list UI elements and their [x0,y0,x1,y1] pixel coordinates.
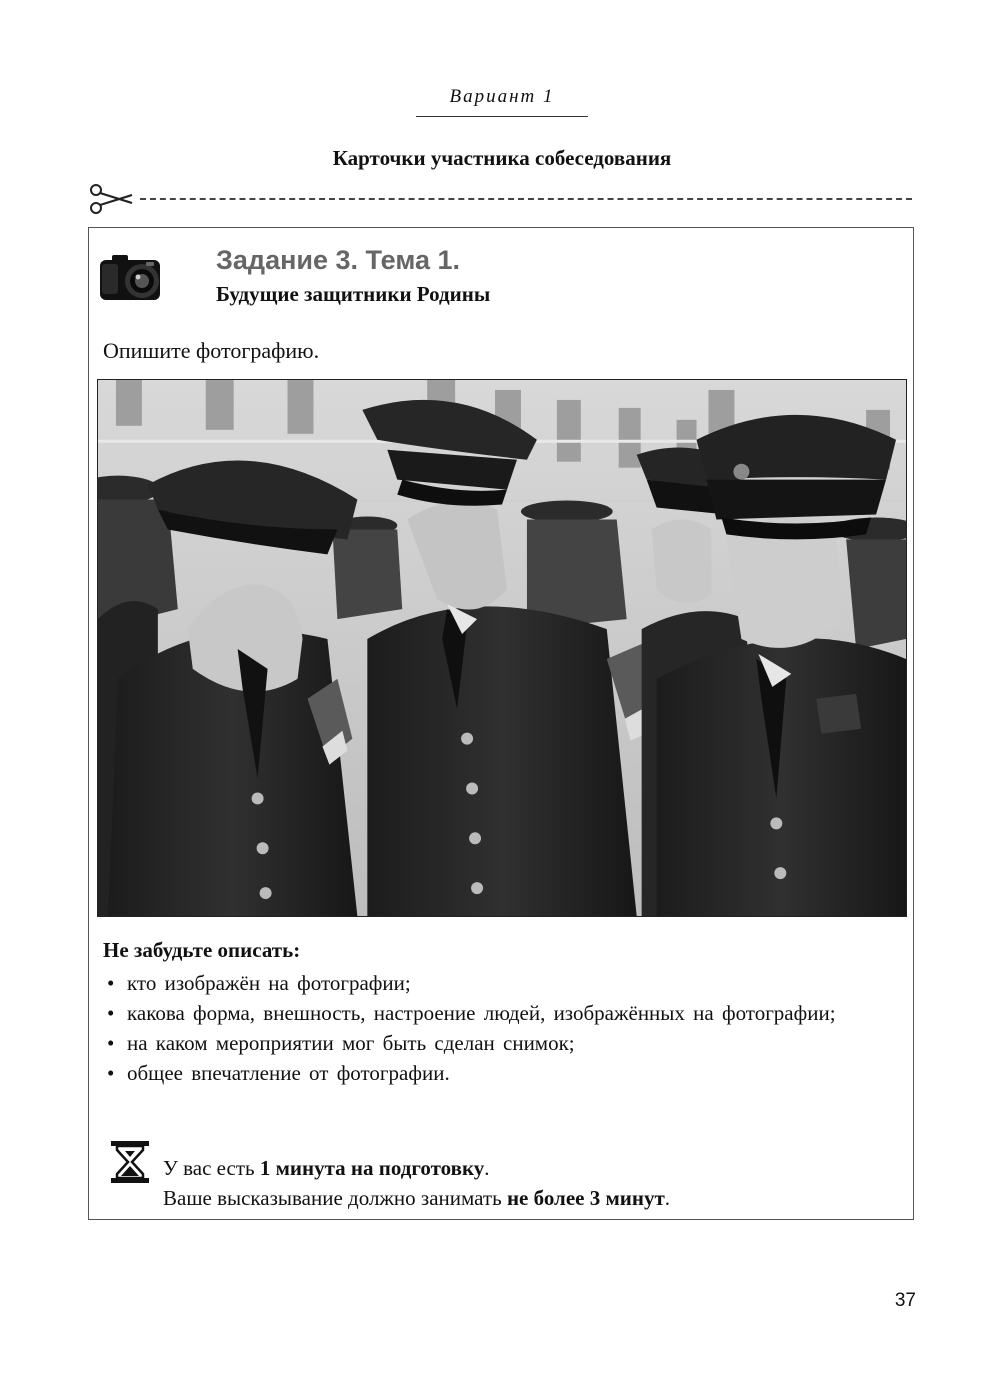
page-number: 37 [894,1290,916,1311]
answer-time-line: Ваше высказывание должно занимать не более 3 минут. [163,1186,671,1210]
scissors-icon [88,182,134,216]
variant-label: Вариант 1 [416,86,588,117]
hourglass-icon [109,1140,151,1184]
list-item: • на каком мероприятии мог быть сделан снимок; [107,1031,575,1055]
list-item: • кто изображён на фотографии; [107,971,411,995]
remember-heading: Не забудьте описать: [103,938,301,962]
cards-title: Карточки участника собеседования [332,146,672,170]
list-item: • какова форма, внешность, настроение людей, изображённых на фотографии; [107,1001,836,1025]
task-title: Задание 3. Тема 1. [216,245,460,275]
instruction-text: Опишите фотографию. [103,338,320,363]
list-item: • общее впечатление от фотографии. [107,1061,450,1085]
camera-icon [98,252,164,302]
task-topic: Будущие защитники Родины [216,282,491,306]
prep-time-line: У вас есть 1 минута на подготовку. [163,1156,490,1180]
cut-line [88,182,916,216]
time-note [163,1153,670,1213]
dashed-cut-line [140,198,912,200]
remember-list [103,968,907,1088]
cadets-photo [97,379,907,917]
